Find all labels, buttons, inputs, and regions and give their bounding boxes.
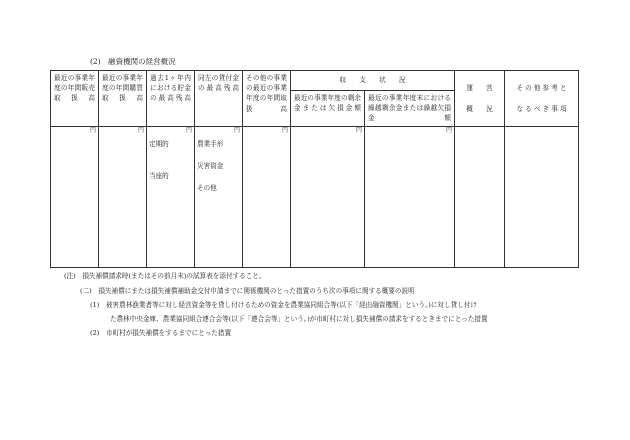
deposit-item-current: 当座的 [149,172,169,181]
yen-unit: 円 [355,127,362,134]
loan-item-disaster: 災害資金 [197,162,224,171]
header-carried-surplus: 最近の事業年度末における繰越剰余金または繰越欠損金額 [365,91,455,127]
cell-annual-sales [51,127,99,268]
note-attach-trial-balance: (注) 損失補償請求時(またはその前月末)の試算表を添付すること。 [64,272,266,280]
header-income-status: 収 支 状 況 [291,71,455,91]
section-heading: (2) 融資機関の経営概況 [90,57,176,66]
header-max-loan: 同左の貸付金の最高残高 [195,71,243,127]
item-2-1-line-2: た農林中央金庫、農業協同組合連合会等(以下「連合会等」という。)が市町村に対し損失補償の請求をするときまでにとった措置 [110,315,488,323]
header-other-business: その他の事業の最近の事業年度の年間取扱高 [243,71,291,127]
cell-max-deposit [147,127,195,268]
deposit-item-regular: 定期的 [149,140,169,148]
cell-annual-purchases [99,127,147,268]
item-2-2: (2) 市町村が損失補償をするまでにとった措置 [90,329,232,337]
header-annual-purchases: 最近の事業年度の年間購買取扱高 [99,71,147,127]
loan-item-agri-bill: 農業手形 [197,140,224,148]
cell-other-reference [505,127,579,268]
cell-other-business [243,127,291,268]
header-other-reference: そ の 他 参 考 と な る べ き 事 項 [505,71,579,127]
item-2-heading: (二) 損失補償にまたは損失補償補助金交付申請までに関係機関のとった措置のうち次の事項に関する概要の説明 [80,287,415,295]
header-operation-overview: 運 営 概 況 [455,71,505,127]
header-surplus-deficit: 最近の事業年度の剰余金または欠損金額 [291,91,365,127]
header-annual-sales: 最近の事業年度の年間販売取扱高 [51,71,99,127]
finance-overview-table [50,70,579,268]
yen-unit: 円 [185,127,192,134]
yen-unit: 円 [281,127,288,134]
loan-item-other: その他 [197,184,217,193]
cell-max-loan [195,127,243,268]
cell-surplus-deficit [291,127,365,268]
item-2-1-line-1: (1) 被害農林漁業者等に対し経営資金等を貸し付けるための資金を農業協同組合等(以下「経由融資機関」という。)に対し貸し付け [90,301,478,309]
yen-unit: 円 [445,127,452,134]
cell-operation-overview [455,127,505,268]
yen-unit: 円 [137,127,144,134]
yen-unit: 円 [233,127,240,134]
cell-carried-surplus [365,127,455,268]
header-max-deposit: 過去1ヶ年内における貯金の最高残高 [147,71,195,127]
yen-unit: 円 [89,127,96,134]
